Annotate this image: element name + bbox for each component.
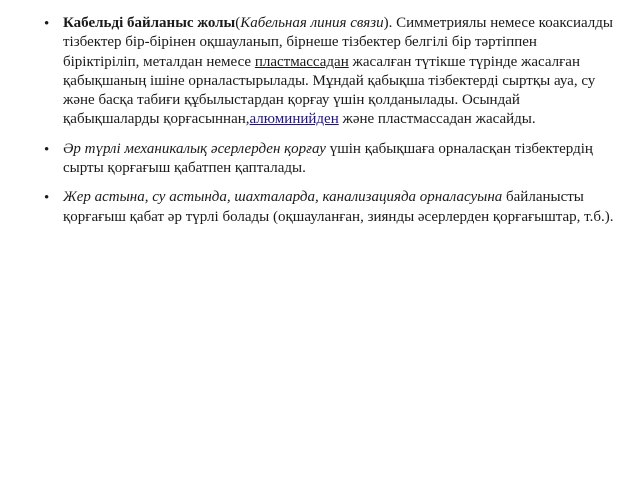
bullet-text: үшін қабықшаға орналасқан тізбектердің сырты қорғағыш қабатпен қапталады. xyxy=(63,140,593,177)
bullet-text-part2: жасалған түтікше түрінде жасалған қабықшаның ішіне орналастырылады. Мұндай қабықша тізбектерді сыртқы ауа, су және басқа табиғи құбылыстардан қорғау үшін қолданылады. Осындай қабықшаларды қорғасыннан, xyxy=(63,53,596,128)
bullet-text: байланысты қорғағыш қабат әр түрлі болады (оқшауланған, зиянды әсерлерден қорғағыштар, т.б.). xyxy=(63,189,614,225)
bullet-item-cable-line xyxy=(44,14,614,130)
bullet-item-mechanical-protection xyxy=(44,140,614,179)
bullet-dot: • xyxy=(44,141,50,158)
italic-phrase: Әр түрлі механикалық әсерлерден қорғау xyxy=(63,140,326,157)
bullet-list xyxy=(44,14,614,237)
paren-open: ( xyxy=(235,15,241,31)
italic-phrase: Жер астына, су астында, шахталарда, канализацияда орналасуына xyxy=(63,189,503,206)
plastic-link[interactable]: пластмассадан xyxy=(254,53,349,70)
bullet-text-part3: және пластмассадан жасайды. xyxy=(338,111,536,128)
bullet-text-part1: ). Симметриялы немесе коаксиалды тізбектер бір-бірінен оқшауланып, бірнеше тізбектер белгілі бір тәртіппен біріктіріліп, металдан немесе xyxy=(63,15,613,70)
bullet-dot: • xyxy=(44,190,50,207)
bullet-dot: • xyxy=(44,16,50,32)
bullet-item-placement xyxy=(44,188,614,227)
aluminum-link[interactable]: алюминийден xyxy=(249,111,339,128)
term-russian: Кабельная линия связи xyxy=(240,15,384,31)
term-bold: Кабельді байланыс жолы xyxy=(63,15,236,31)
